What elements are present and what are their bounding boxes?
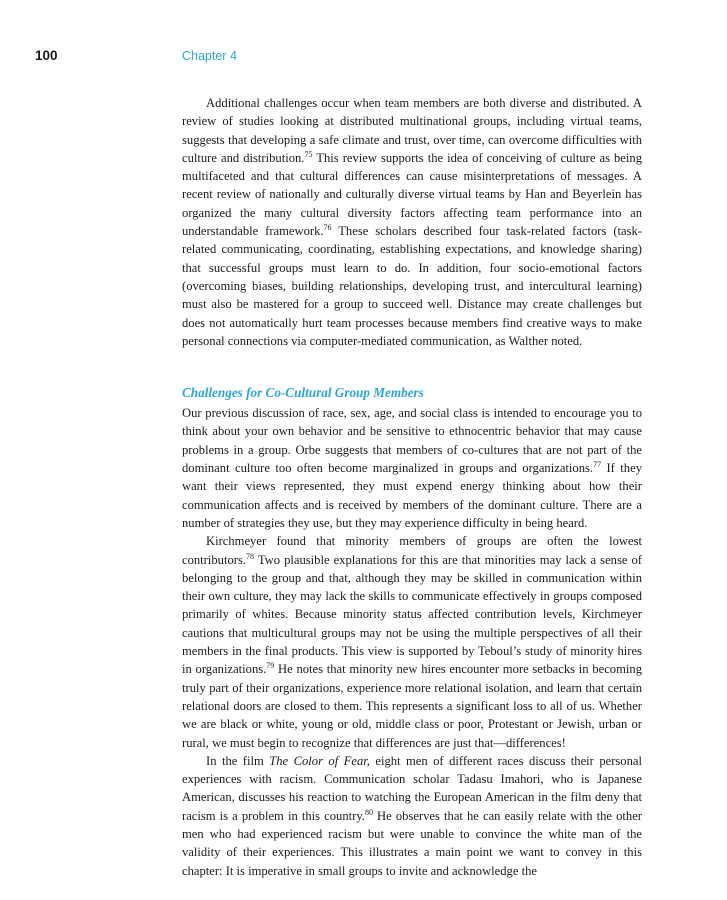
footnote-marker: 77 bbox=[593, 460, 602, 470]
footnote-marker: 78 bbox=[246, 551, 255, 561]
paragraph-text: Additional challenges occur when team members are both diverse and distributed. A review of studies looking at distributed multinational groups, including virtual teams, suggests that developing a safe climate and trust, over time, can overcome difficulties with culture and distribution. bbox=[182, 96, 642, 165]
footnote-marker: 79 bbox=[266, 661, 275, 671]
page-number: 100 bbox=[35, 48, 58, 63]
section-heading: Challenges for Co-Cultural Group Members bbox=[182, 385, 424, 401]
paragraph-text: eight men of different races discuss their personal experiences with racism. Communication scholar Tadasu Imahori, who is Japanese American, discusses his reaction to watching the European American in the film deny that racism is a problem in this country. bbox=[182, 753, 642, 823]
paragraph-co-cultures bbox=[182, 404, 642, 532]
paragraph-text: In the film bbox=[206, 753, 270, 768]
paragraph-kirchmeyer bbox=[182, 532, 642, 752]
body-text bbox=[182, 94, 642, 880]
chapter-label: Chapter 4 bbox=[182, 49, 237, 63]
footnote-marker: 75 bbox=[304, 149, 313, 159]
paragraph-text: If they want their views represented, they must expend energy thinking about how their communication affects and is received by members of the dominant culture. There are a number of strategies they use, but they may experience difficulty in being heard. bbox=[182, 461, 642, 530]
paragraph-text: Two plausible explanations for this are that minorities may lack a sense of belonging to the group and that, although they may be skilled in communication within their own culture, they may lack the skills to communicate effectively in groups composed primarily of whites. Because minority status affected contribution levels, Kirchmeyer cautions that multicultural groups may not be using the multiple perspectives of all their members in the final products. This view is supported by Teboul’s study of minority hires in organizations. bbox=[182, 552, 642, 677]
paragraph-text: These scholars described four task-related factors (task-related communicating, coordinating, establishing expectations, and knowledge sharing) that successful groups must learn to do. In addition, four socio-emotional factors (overcoming biases, building relationships, developing trust, and intercultural learning) must also be mastered for a group to succeed well. Distance may create challenges but does not automatically hurt team processes because members find creative ways to make personal connections via computer-mediated communication, as Walther noted. bbox=[182, 224, 642, 348]
paragraph-text: He observes that he can easily relate with the other men who had experienced racism but were unable to convince the white man of the validity of their experiences. This illustrates a main point we want to convey in this chapter: It is imperative in small groups to invite and acknowledge the bbox=[182, 808, 642, 878]
footnote-marker: 80 bbox=[364, 807, 373, 817]
paragraph-text: This review supports the idea of conceiving of culture as being multifaceted and that cultural differences can cause misinterpretations of messages. A recent review of nationally and culturally diverse virtual teams by Han and Beyerlein has organized the many cultural diversity factors affecting team performance into an understandable framework. bbox=[182, 150, 642, 239]
paragraph-text: He notes that minority new hires encounter more setbacks in becoming truly part of their organizations, experience more relational isolation, and learn that certain relational doors are closed to them. This represents a significant loss to all of us. Whether we are black or white, young or old, middle class or poor, Protestant or Jewish, urban or rural, we must begin to recognize that differences are just that—differences! bbox=[182, 662, 642, 750]
paragraph-text: Our previous discussion of race, sex, age, and social class is intended to encourage you to think about your own behavior and be sensitive to ethnocentric behavior that may cause problems in a group. Orbe suggests that members of co-cultures that are not part of the dominant culture too often become marginalized in groups and organizations. bbox=[182, 406, 642, 476]
footnote-marker: 76 bbox=[323, 223, 332, 233]
film-title: The Color of Fear, bbox=[269, 753, 370, 768]
paragraph-distributed-teams bbox=[182, 94, 642, 350]
paragraph-color-of-fear bbox=[182, 752, 642, 880]
paragraph-text: Kirchmeyer found that minority members of groups are often the lowest contributors. bbox=[182, 534, 642, 567]
